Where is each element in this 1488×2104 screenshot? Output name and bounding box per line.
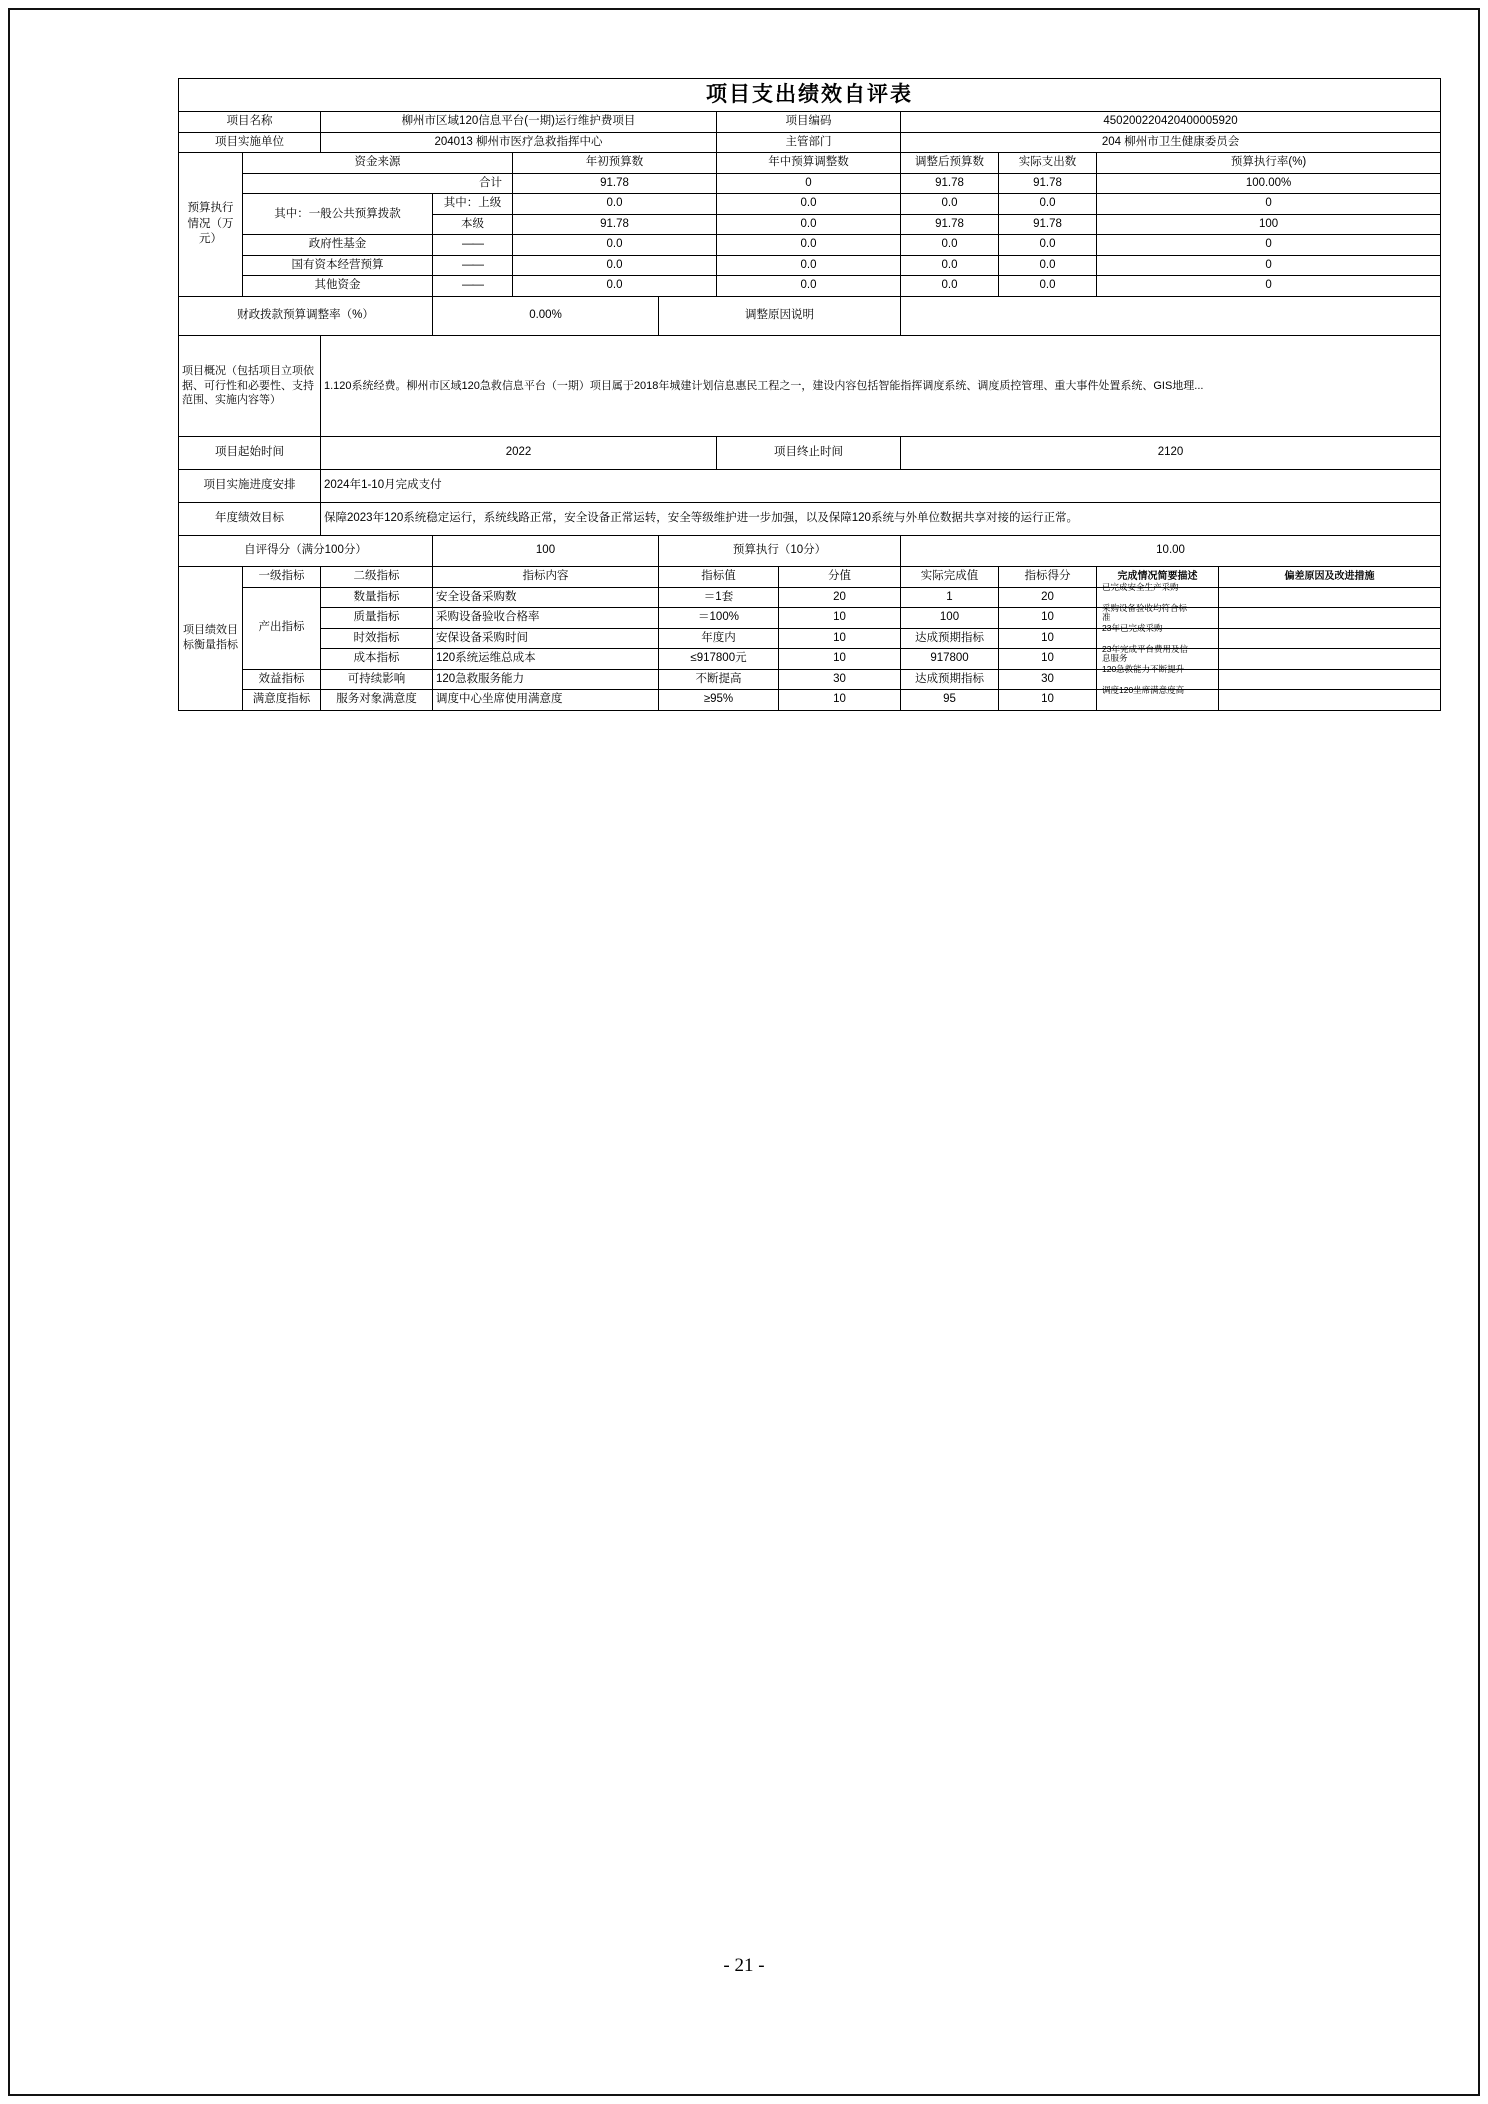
budget-row-state-capital	[179, 255, 1441, 276]
budget-row-state-capital-sub: ——	[433, 255, 513, 276]
project-overview-label: 项目概况（包括项目立项依据、可行性和必要性、支持范围、实施内容等）	[179, 335, 321, 436]
budget-row-other-sub: ——	[433, 276, 513, 297]
indicator-header-level1: 一级指标	[243, 566, 321, 587]
indicator-content: 调度中心坐席使用满意度	[433, 690, 659, 711]
indicator-level2: 成本指标	[321, 649, 433, 670]
budget-section-label: 预算执行情况（万元）	[179, 153, 243, 297]
indicator-level2: 时效指标	[321, 628, 433, 649]
budget-row-general-own-midyear: 0.0	[717, 214, 901, 235]
project-name-row	[179, 112, 1441, 133]
indicator-actual: 达成预期指标	[901, 628, 999, 649]
self-score-label: 自评得分（满分100分）	[179, 535, 433, 566]
indicator-value: 年度内	[659, 628, 779, 649]
indicator-got: 20	[999, 587, 1097, 608]
budget-row-general-own-initial: 91.78	[513, 214, 717, 235]
budget-row-gov-fund-initial: 0.0	[513, 235, 717, 256]
indicator-value: 不断提高	[659, 669, 779, 690]
title-row	[179, 79, 1441, 112]
indicator-side-label: 项目绩效目标衡量指标	[179, 566, 243, 710]
project-code-value: 450200220420400005920	[901, 112, 1441, 133]
indicator-value: ＝100%	[659, 608, 779, 629]
budget-row-general-upper-actual: 0.0	[999, 194, 1097, 215]
indicator-desc: 已完成安全生产采购	[1102, 582, 1179, 593]
indicator-value: ≤917800元	[659, 649, 779, 670]
indicator-header-actual: 实际完成值	[901, 566, 999, 587]
budget-row-general-own-after: 91.78	[901, 214, 999, 235]
project-unit-value: 204013 柳州市医疗急救指挥中心	[321, 132, 717, 153]
annual-goal-value: 保障2023年120系统稳定运行，系统线路正常，安全设备正常运转，安全等级维护进一步加强，以及保障120系统与外单位数据共享对接的运行正常。	[321, 502, 1441, 535]
indicator-row	[179, 587, 1441, 608]
indicator-desc: 120急救能力不断提升	[1102, 664, 1185, 675]
budget-row-state-capital-name: 国有资本经营预算	[243, 255, 433, 276]
project-name-value: 柳州市区域120信息平台(一期)运行维护费项目	[321, 112, 717, 133]
project-progress-label: 项目实施进度安排	[179, 469, 321, 502]
indicator-actual: 917800	[901, 649, 999, 670]
indicator-score: 10	[779, 690, 901, 711]
project-progress-row	[179, 469, 1441, 502]
budget-header-row	[179, 153, 1441, 174]
budget-row-general-upper-sub: 其中：上级	[433, 194, 513, 215]
page-title: 项目支出绩效自评表	[179, 79, 1441, 112]
project-overview-row	[179, 335, 1441, 436]
indicator-score: 20	[779, 587, 901, 608]
budget-row-state-capital-rate: 0	[1097, 255, 1441, 276]
indicator-value: ≥95%	[659, 690, 779, 711]
budget-header-actual: 实际支出数	[999, 153, 1097, 174]
indicator-desc-cell	[1097, 684, 1219, 711]
indicator-header-score: 分值	[779, 566, 901, 587]
project-name-label: 项目名称	[179, 112, 321, 133]
budget-row-general-own-sub: 本级	[433, 214, 513, 235]
indicator-deviation	[1219, 669, 1441, 690]
indicator-actual: 1	[901, 587, 999, 608]
budget-exec-score-label: 预算执行（10分）	[659, 535, 901, 566]
budget-row-total-rate: 100.00%	[1097, 173, 1441, 194]
budget-row-other-midyear: 0.0	[717, 276, 901, 297]
indicator-got: 10	[999, 649, 1097, 670]
indicator-level1-benefit: 效益指标	[243, 669, 321, 690]
indicator-deviation	[1219, 690, 1441, 711]
budget-row-other-after: 0.0	[901, 276, 999, 297]
budget-header-after: 调整后预算数	[901, 153, 999, 174]
indicator-desc: 23年已完成采购	[1102, 623, 1163, 634]
indicator-row	[179, 628, 1441, 649]
indicator-level2: 可持续影响	[321, 669, 433, 690]
project-end-label: 项目终止时间	[717, 436, 901, 469]
budget-header-exec-rate: 预算执行率(%)	[1097, 153, 1441, 174]
indicator-row	[179, 608, 1441, 629]
project-unit-label: 项目实施单位	[179, 132, 321, 153]
budget-row-total-midyear: 0	[717, 173, 901, 194]
budget-row-total	[179, 173, 1441, 194]
indicator-level1-output: 产出指标	[243, 587, 321, 669]
budget-row-general-own-rate: 100	[1097, 214, 1441, 235]
budget-row-total-after: 91.78	[901, 173, 999, 194]
indicator-row	[179, 690, 1441, 711]
indicator-header-level2: 二级指标	[321, 566, 433, 587]
indicator-header-row	[179, 566, 1441, 587]
budget-row-general-upper-rate: 0	[1097, 194, 1441, 215]
indicator-score: 10	[779, 608, 901, 629]
performance-self-evaluation-sheet	[178, 78, 1440, 711]
budget-row-gov-fund	[179, 235, 1441, 256]
adjustment-reason-label: 调整原因说明	[659, 296, 901, 335]
adjustment-rate-row	[179, 296, 1441, 335]
budget-row-state-capital-midyear: 0.0	[717, 255, 901, 276]
project-progress-value: 2024年1-10月完成支付	[321, 469, 1441, 502]
budget-row-general-upper-initial: 0.0	[513, 194, 717, 215]
budget-row-other-initial: 0.0	[513, 276, 717, 297]
page-number: - 21 -	[723, 1955, 765, 1976]
indicator-actual: 达成预期指标	[901, 669, 999, 690]
score-row	[179, 535, 1441, 566]
budget-row-general-upper	[179, 194, 1441, 215]
indicator-actual: 95	[901, 690, 999, 711]
budget-row-total-actual: 91.78	[999, 173, 1097, 194]
supervising-dept-label: 主管部门	[717, 132, 901, 153]
budget-row-gov-fund-rate: 0	[1097, 235, 1441, 256]
budget-exec-score-value: 10.00	[901, 535, 1441, 566]
indicator-header-content: 指标内容	[433, 566, 659, 587]
project-start-label: 项目起始时间	[179, 436, 321, 469]
indicator-content: 安全设备采购数	[433, 587, 659, 608]
project-overview-value: 1.120系统经费。柳州市区域120急救信息平台（一期）项目属于2018年城建计划信息惠民工程之一，建设内容包括智能指挥调度系统、调度质控管理、重大事件处置系统、GIS地理...	[321, 335, 1441, 436]
budget-row-state-capital-initial: 0.0	[513, 255, 717, 276]
indicator-row	[179, 649, 1441, 670]
budget-header-initial: 年初预算数	[513, 153, 717, 174]
budget-row-general-own-actual: 91.78	[999, 214, 1097, 235]
budget-row-total-name: 合计	[243, 173, 513, 194]
budget-row-state-capital-actual: 0.0	[999, 255, 1097, 276]
self-score-value: 100	[433, 535, 659, 566]
project-code-label: 项目编码	[717, 112, 901, 133]
budget-row-gov-fund-sub: ——	[433, 235, 513, 256]
budget-row-other-name: 其他资金	[243, 276, 433, 297]
project-period-row	[179, 436, 1441, 469]
indicator-row	[179, 669, 1441, 690]
adjustment-rate-value: 0.00%	[433, 296, 659, 335]
annual-goal-label: 年度绩效目标	[179, 502, 321, 535]
indicator-score: 10	[779, 649, 901, 670]
indicator-score: 30	[779, 669, 901, 690]
indicator-level2: 服务对象满意度	[321, 690, 433, 711]
budget-row-other	[179, 276, 1441, 297]
indicator-content: 120系统运维总成本	[433, 649, 659, 670]
project-end-value: 2120	[901, 436, 1441, 469]
indicator-header-value: 指标值	[659, 566, 779, 587]
indicator-actual: 100	[901, 608, 999, 629]
indicator-got: 10	[999, 690, 1097, 711]
indicator-score: 10	[779, 628, 901, 649]
budget-row-state-capital-after: 0.0	[901, 255, 999, 276]
indicator-deviation	[1219, 649, 1441, 670]
supervising-dept-value: 204 柳州市卫生健康委员会	[901, 132, 1441, 153]
indicator-content: 安保设备采购时间	[433, 628, 659, 649]
indicator-level2: 数量指标	[321, 587, 433, 608]
project-start-value: 2022	[321, 436, 717, 469]
budget-row-gov-fund-after: 0.0	[901, 235, 999, 256]
indicator-content: 120急救服务能力	[433, 669, 659, 690]
indicator-header-deviation: 偏差原因及改进措施	[1219, 566, 1441, 587]
indicator-header-desc: 完成情况简要描述	[1097, 566, 1219, 587]
budget-row-gov-fund-actual: 0.0	[999, 235, 1097, 256]
indicator-content: 采购设备验收合格率	[433, 608, 659, 629]
adjustment-reason-value	[901, 296, 1441, 335]
adjustment-rate-label: 财政拨款预算调整率（%）	[179, 296, 433, 335]
indicator-desc: 23年完成平台费用及信息服务	[1102, 643, 1188, 664]
indicator-header-got: 指标得分	[999, 566, 1097, 587]
indicator-deviation	[1219, 608, 1441, 629]
budget-row-gov-fund-name: 政府性基金	[243, 235, 433, 256]
indicator-level2: 质量指标	[321, 608, 433, 629]
annual-goal-row	[179, 502, 1441, 535]
budget-row-total-initial: 91.78	[513, 173, 717, 194]
project-unit-row	[179, 132, 1441, 153]
indicator-deviation	[1219, 587, 1441, 608]
budget-row-gov-fund-midyear: 0.0	[717, 235, 901, 256]
indicator-deviation	[1219, 628, 1441, 649]
indicator-value: ＝1套	[659, 587, 779, 608]
budget-row-other-actual: 0.0	[999, 276, 1097, 297]
budget-row-general-upper-midyear: 0.0	[717, 194, 901, 215]
budget-row-other-rate: 0	[1097, 276, 1441, 297]
indicator-got: 10	[999, 608, 1097, 629]
indicator-desc: 采购设备验收均符合标准	[1102, 602, 1188, 623]
main-table	[178, 78, 1441, 711]
budget-row-general-upper-after: 0.0	[901, 194, 999, 215]
budget-header-source: 资金来源	[243, 153, 513, 174]
budget-row-general-name: 其中：一般公共预算拨款	[243, 194, 433, 235]
indicator-level1-satisfaction: 满意度指标	[243, 690, 321, 711]
indicator-desc: 调度120坐席满意度高	[1102, 684, 1185, 695]
indicator-got: 30	[999, 669, 1097, 690]
indicator-got: 10	[999, 628, 1097, 649]
budget-header-midyear: 年中预算调整数	[717, 153, 901, 174]
